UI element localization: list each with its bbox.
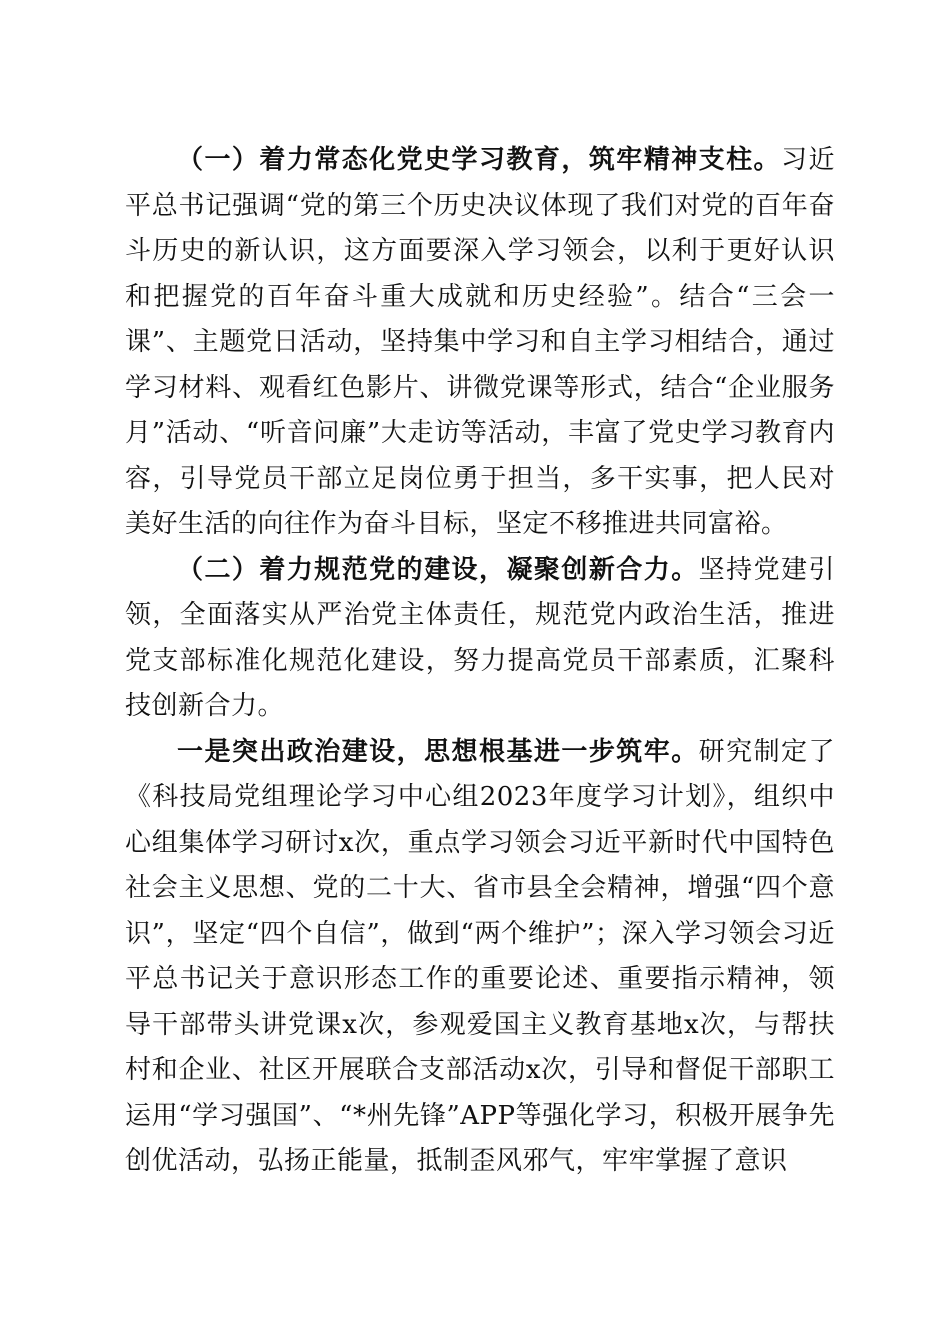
paragraph-party-history-study [125, 138, 835, 548]
paragraph-text: 坚持党建引领，全面落实从严治党主体责任，规范党内政治生活，推进党支部标准化规范化建设，努力提高党员干部素质，汇聚科技创新合力。 [125, 554, 835, 721]
paragraph-text: 研究制定了《科技局党组理论学习中心组2023年度学习计划》，组织中心组集体学习研讨x次，重点学习领会习近平新时代中国特色社会主义思想、党的二十大、省市县全会精神，增强“四个意识”，坚定“四个自信”，做到“两个维护”；深入学习领会习近平总书记关于意识形态工作的重要论述、重要指示精神，领导干部带头讲党课x次，参观爱国主义教育基地x次，与帮扶村和企业、社区开展联合支部活动x次，引导和督促干部职工运用“学习强国”、“*州先锋”APP等强化学习，积极开展争先创优活动，弘扬正能量，抵制歪风邪气，牢牢掌握了意识 [125, 736, 835, 1176]
paragraph-party-building [125, 548, 835, 730]
paragraph-heading: （一）着力常态化党史学习教育，筑牢精神支柱。 [177, 145, 782, 175]
paragraph-political-construction [125, 730, 835, 1185]
paragraph-text: 习近平总书记强调“党的第三个历史决议体现了我们对党的百年奋斗历史的新认识，这方面要深入学习领会，以利于更好认识和把握党的百年奋斗重大成就和历史经验”。结合“三会一课”、主题党日活动，坚持集中学习和自主学习相结合，通过学习材料、观看红色影片、讲微党课等形式，结合“企业服务月”活动、“听音问廉”大走访等活动，丰富了党史学习教育内容，引导党员干部立足岗位勇于担当，多干实事，把人民对美好生活的向往作为奋斗目标，坚定不移推进共同富裕。 [125, 145, 835, 539]
paragraph-heading: 一是突出政治建设，思想根基进一步筑牢。 [177, 736, 699, 767]
paragraph-heading: （二）着力规范党的建设，凝聚创新合力。 [177, 554, 699, 585]
document-body [125, 138, 835, 1185]
